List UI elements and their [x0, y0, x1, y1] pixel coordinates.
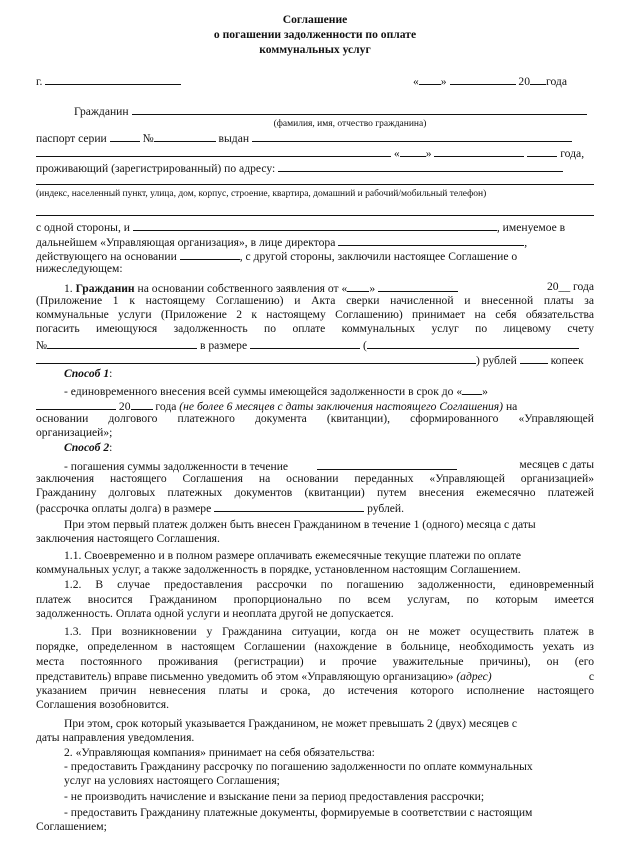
citizen-name-caption: (фамилия, имя, отчество гражданина) [273, 119, 427, 129]
basis-blank[interactable] [180, 248, 240, 260]
issue-date-close: » [425, 147, 432, 160]
months-count-blank[interactable] [317, 458, 457, 470]
way-1-term-note: (не более 6 месяцев с даты заключения настоящего Соглашения) [179, 400, 504, 413]
clause-1-line-5 [36, 337, 594, 353]
city-prefix: г. [36, 75, 43, 88]
address-italic: (адрес) [456, 670, 492, 683]
year-suffix: года [546, 75, 567, 88]
issue-date-line [36, 145, 594, 161]
way-1-text: » [482, 385, 488, 398]
way-2-text: (рассрочка оплаты долга) в размере [36, 502, 212, 515]
way-2-text: месяцев с даты [519, 458, 594, 471]
address-extra-blank-line[interactable] [36, 215, 594, 216]
issuer-blank[interactable] [36, 145, 391, 157]
clause-2-line-5: - предоставить Гражданину платежные документы, формируемые в соответствии с настоящим [64, 806, 533, 819]
way-1-year-prefix: 20 [118, 400, 131, 413]
way-2-heading [36, 441, 594, 455]
way-1-month-blank[interactable] [36, 398, 116, 410]
rubles-label: ) рублей [476, 354, 517, 367]
amount-blank[interactable] [250, 337, 360, 349]
clause-text: на основании собственного заявления от « [137, 282, 348, 295]
month-blank[interactable] [450, 73, 516, 85]
way-1-title: Способ 1 [64, 367, 110, 380]
way-1-year-suffix: года [155, 400, 177, 413]
term-line-1: При этом, срок который указывается Гражданином, не может превышать 2 (двух) месяцев с [64, 717, 517, 730]
amount-label: в размере [199, 339, 248, 352]
parties-line-1 [36, 219, 594, 235]
clause-1-2-line-3: задолженность. Оплата одной услуги и неоплата другой не допускается. [36, 607, 394, 620]
way-1-text: на [505, 400, 518, 413]
clause-1-1-line-2: коммунальных услуг, а также задолженность в порядке, установленном настоящим Соглашением. [36, 563, 521, 576]
clause-text: » [369, 282, 376, 295]
passport-line [36, 130, 594, 146]
way-2-text: - погашения суммы задолженности в течение [64, 460, 289, 473]
parties-named: , именуемое в [496, 221, 566, 234]
year-prefix: 20 [518, 75, 530, 88]
issue-day-blank[interactable] [400, 145, 426, 157]
way-2-line-3: Гражданину долговых платежных документов (квитанции) путем внесения ежемесячно платежей [36, 486, 594, 499]
clause-1-3-line-6: Соглашения возобновится. [36, 698, 170, 711]
citizen-name-blank[interactable] [132, 103, 587, 115]
day-blank[interactable] [419, 73, 441, 85]
application-day-blank[interactable] [347, 280, 369, 292]
document-title-line-1: Соглашение [282, 13, 348, 26]
clause-1-3-text: с [588, 670, 594, 683]
clause-1-line-3: коммунальные услуги (Приложение 2 к настоящему Соглашению) принимает на себя обязательства [36, 308, 594, 321]
way-2-text: рублей. [367, 502, 405, 515]
address-line [36, 160, 594, 176]
application-year: 20__ года [546, 280, 594, 293]
passport-number-label: № [142, 132, 154, 145]
date-open-quote: « [413, 75, 419, 88]
account-number-label: № [36, 339, 48, 352]
issued-label: выдан [218, 132, 250, 145]
parties-text: с одной стороны, и [36, 221, 130, 234]
address-blank[interactable] [278, 160, 563, 172]
issue-year-blank[interactable] [527, 145, 557, 157]
parties-comma: , [524, 236, 528, 249]
clause-1-2-line-1: 1.2. В случае предоставления рассрочки по погашению задолженности, единовременный [64, 578, 594, 591]
passport-series-label: паспорт серии [36, 132, 107, 145]
parties-text: действующего на основании [36, 250, 177, 263]
parties-line-4: нижеследующем: [36, 262, 123, 275]
issued-by-blank[interactable] [252, 130, 572, 142]
clause-2-line-2: - предоставить Гражданину рассрочку по погашению задолженности по оплате коммунальных [64, 760, 533, 773]
parties-text: дальнейшем «Управляющая организация», в лице директора [36, 236, 336, 249]
way-2-line-4 [36, 500, 594, 516]
clause-1-line-6 [36, 352, 594, 368]
way-1-line-4: организацией»; [36, 426, 113, 439]
clause-1-3-line-5: указанием причин невнесения платы и срока, до истечения которого исполнение настоящего [36, 684, 594, 697]
city-blank[interactable] [45, 73, 181, 85]
citizen-bold: Гражданин [75, 282, 135, 295]
clause-2-line-4: - не производить начисление и взыскание пени за период предоставления рассрочки; [64, 790, 485, 803]
term-line-2: даты направления уведомления. [36, 731, 195, 744]
clause-1-2-line-2: платеж вносится Гражданином пропорционально по всем услугам, по которым имеется [36, 593, 594, 606]
address-blank-line[interactable] [36, 184, 594, 185]
document-title-line-2: о погашении задолженности по оплате [213, 28, 417, 41]
way-2-title: Способ 2 [64, 441, 110, 454]
year-blank[interactable] [530, 73, 546, 85]
document-title-line-3: коммунальных услуг [259, 43, 371, 56]
city-date-line [36, 73, 594, 89]
clause-2-line-1: 2. «Управляющая компания» принимает на себя обязательства: [64, 746, 375, 759]
issue-year-suffix: года, [560, 147, 585, 160]
way-1-heading [36, 367, 594, 381]
address-caption: (индекс, населенный пункт, улица, дом, корпус, строение, квартира, домашний и рабочий/мобильный телефон) [36, 189, 487, 199]
application-month-blank[interactable] [378, 280, 458, 292]
passport-series-blank[interactable] [110, 130, 140, 142]
way-1-year-blank[interactable] [131, 398, 153, 410]
kopecks-label: копеек [550, 354, 584, 367]
parties-text: , с другой стороны, заключили настоящее Соглашение о [239, 250, 518, 263]
account-number-blank[interactable] [47, 337, 197, 349]
clause-2-line-3: услуг на условиях настоящего Соглашения; [64, 774, 280, 787]
clause-number: 1. [64, 282, 73, 295]
way-1-line-1 [36, 383, 594, 399]
issue-month-blank[interactable] [434, 145, 524, 157]
clause-1-3-line-1: 1.3. При возникновении у Гражданина ситуации, когда он не может осуществить платеж в [64, 625, 594, 638]
clause-1-line-2: (Приложение 1 к настоящему Соглашению) и Акта сверки начисленной и внесенной платы за [36, 294, 594, 307]
clause-1-line-4: погасить имеющуюся задолженность по оплате коммунальных услуг по лицевому счету [36, 322, 594, 335]
first-payment-line-2: заключения настоящего Соглашения. [36, 532, 220, 545]
first-payment-line-1: При этом первый платеж должен быть внесен Гражданином в течение 1 (одного) месяца с даты [64, 518, 536, 531]
clause-1-3-text: представитель) вправе письменно уведомить об этом «Управляющую организацию» [36, 670, 454, 683]
date-close-quote: » [440, 75, 447, 88]
way-1-line-3: основании долгового платежного документа (квитанции), сформированного «Управляющей [36, 412, 594, 425]
kopecks-blank[interactable] [520, 352, 548, 364]
clause-1-3-line-2: порядке, определенном в настоящем Соглашении (нахождение в больнице, необходимость уехать из [36, 640, 594, 653]
amount-words-continuation-blank[interactable] [36, 352, 476, 364]
monthly-payment-blank[interactable] [214, 500, 364, 512]
director-name-blank[interactable] [338, 234, 524, 246]
amount-words-blank[interactable] [367, 337, 579, 349]
issue-date-open: « [393, 147, 400, 160]
date-group [413, 73, 567, 89]
way-1-text: - единовременного внесения всей суммы имеющейся задолженности в срок до « [64, 385, 463, 398]
way-1-colon: : [109, 367, 113, 380]
clause-1-3-line-4 [36, 670, 594, 684]
clause-1-1-line-1: 1.1. Своевременно и в полном размере оплачивать ежемесячные текущие платежи по оплате [64, 549, 522, 562]
way-2-line-2: заключения настоящего Соглашения на основании переданных «Управляющей организацией» [36, 472, 594, 485]
clause-1-3-line-3: места постоянного проживания (регистрации) и прочие уважительные причины), он (его [36, 655, 594, 668]
residing-label: проживающий (зарегистрированный) по адресу: [36, 162, 276, 175]
way-2-colon: : [109, 441, 113, 454]
citizen-label: Гражданин [74, 105, 129, 118]
organization-name-blank[interactable] [133, 219, 497, 231]
clause-2-line-6: Соглашением; [36, 820, 107, 833]
passport-number-blank[interactable] [154, 130, 216, 142]
way-1-day-blank[interactable] [462, 383, 482, 395]
amount-words-open: ( [362, 339, 367, 352]
